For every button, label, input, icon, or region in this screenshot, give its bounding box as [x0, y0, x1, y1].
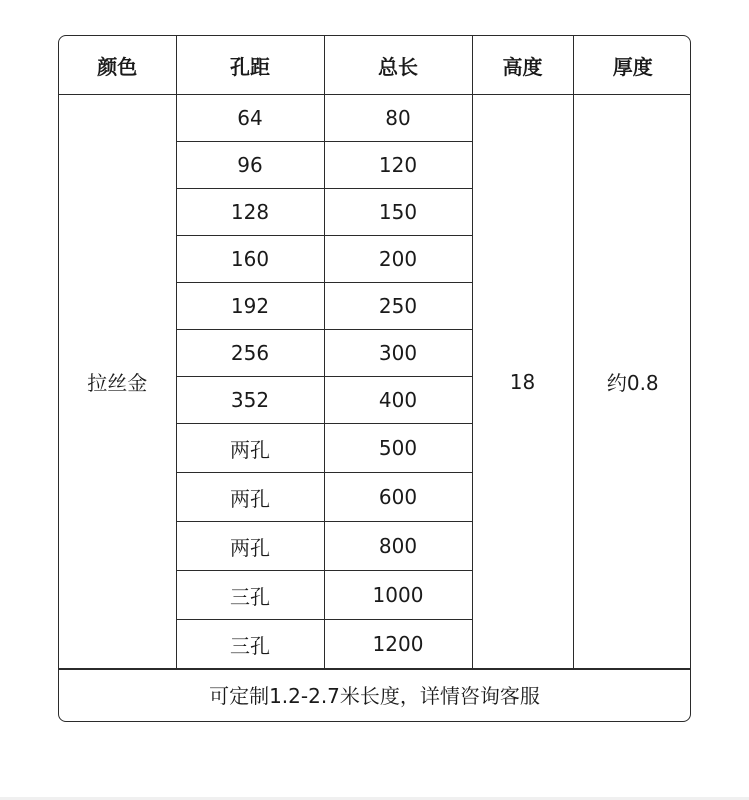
color-cell: 拉丝金: [59, 95, 176, 669]
header-hole-spacing: 孔距: [176, 36, 324, 95]
hole-spacing-cell: 352: [176, 377, 324, 424]
hole-spacing-cell: 192: [176, 283, 324, 330]
total-length-cell: 200: [324, 236, 472, 283]
hole-spacing-cell: 两孔: [176, 522, 324, 571]
header-color: 颜色: [59, 36, 176, 95]
total-length-cell: 400: [324, 377, 472, 424]
header-total-length: 总长: [324, 36, 472, 95]
hole-spacing-cell: 64: [176, 95, 324, 142]
total-length-cell: 250: [324, 283, 472, 330]
table-row: [59, 95, 691, 142]
hole-spacing-cell: 两孔: [176, 473, 324, 522]
hole-spacing-cell: 256: [176, 330, 324, 377]
header-row: [59, 36, 691, 95]
hole-spacing-cell: 两孔: [176, 424, 324, 473]
total-length-cell: 300: [324, 330, 472, 377]
total-length-cell: 80: [324, 95, 472, 142]
thickness-cell: 约0.8: [573, 95, 691, 669]
hole-spacing-cell: 128: [176, 189, 324, 236]
header-height: 高度: [472, 36, 573, 95]
total-length-cell: 600: [324, 473, 472, 522]
total-length-cell: 1000: [324, 571, 472, 620]
height-cell: 18: [472, 95, 573, 669]
hole-spacing-cell: 三孔: [176, 571, 324, 620]
total-length-cell: 500: [324, 424, 472, 473]
header-thickness: 厚度: [573, 36, 691, 95]
spec-table: [59, 36, 691, 669]
customization-note: 可定制1.2-2.7米长度，详情咨询客服: [59, 669, 690, 722]
hole-spacing-cell: 160: [176, 236, 324, 283]
total-length-cell: 1200: [324, 620, 472, 669]
total-length-cell: 120: [324, 142, 472, 189]
hole-spacing-cell: 96: [176, 142, 324, 189]
total-length-cell: 800: [324, 522, 472, 571]
hole-spacing-cell: 三孔: [176, 620, 324, 669]
total-length-cell: 150: [324, 189, 472, 236]
spec-table-card: [58, 35, 691, 722]
